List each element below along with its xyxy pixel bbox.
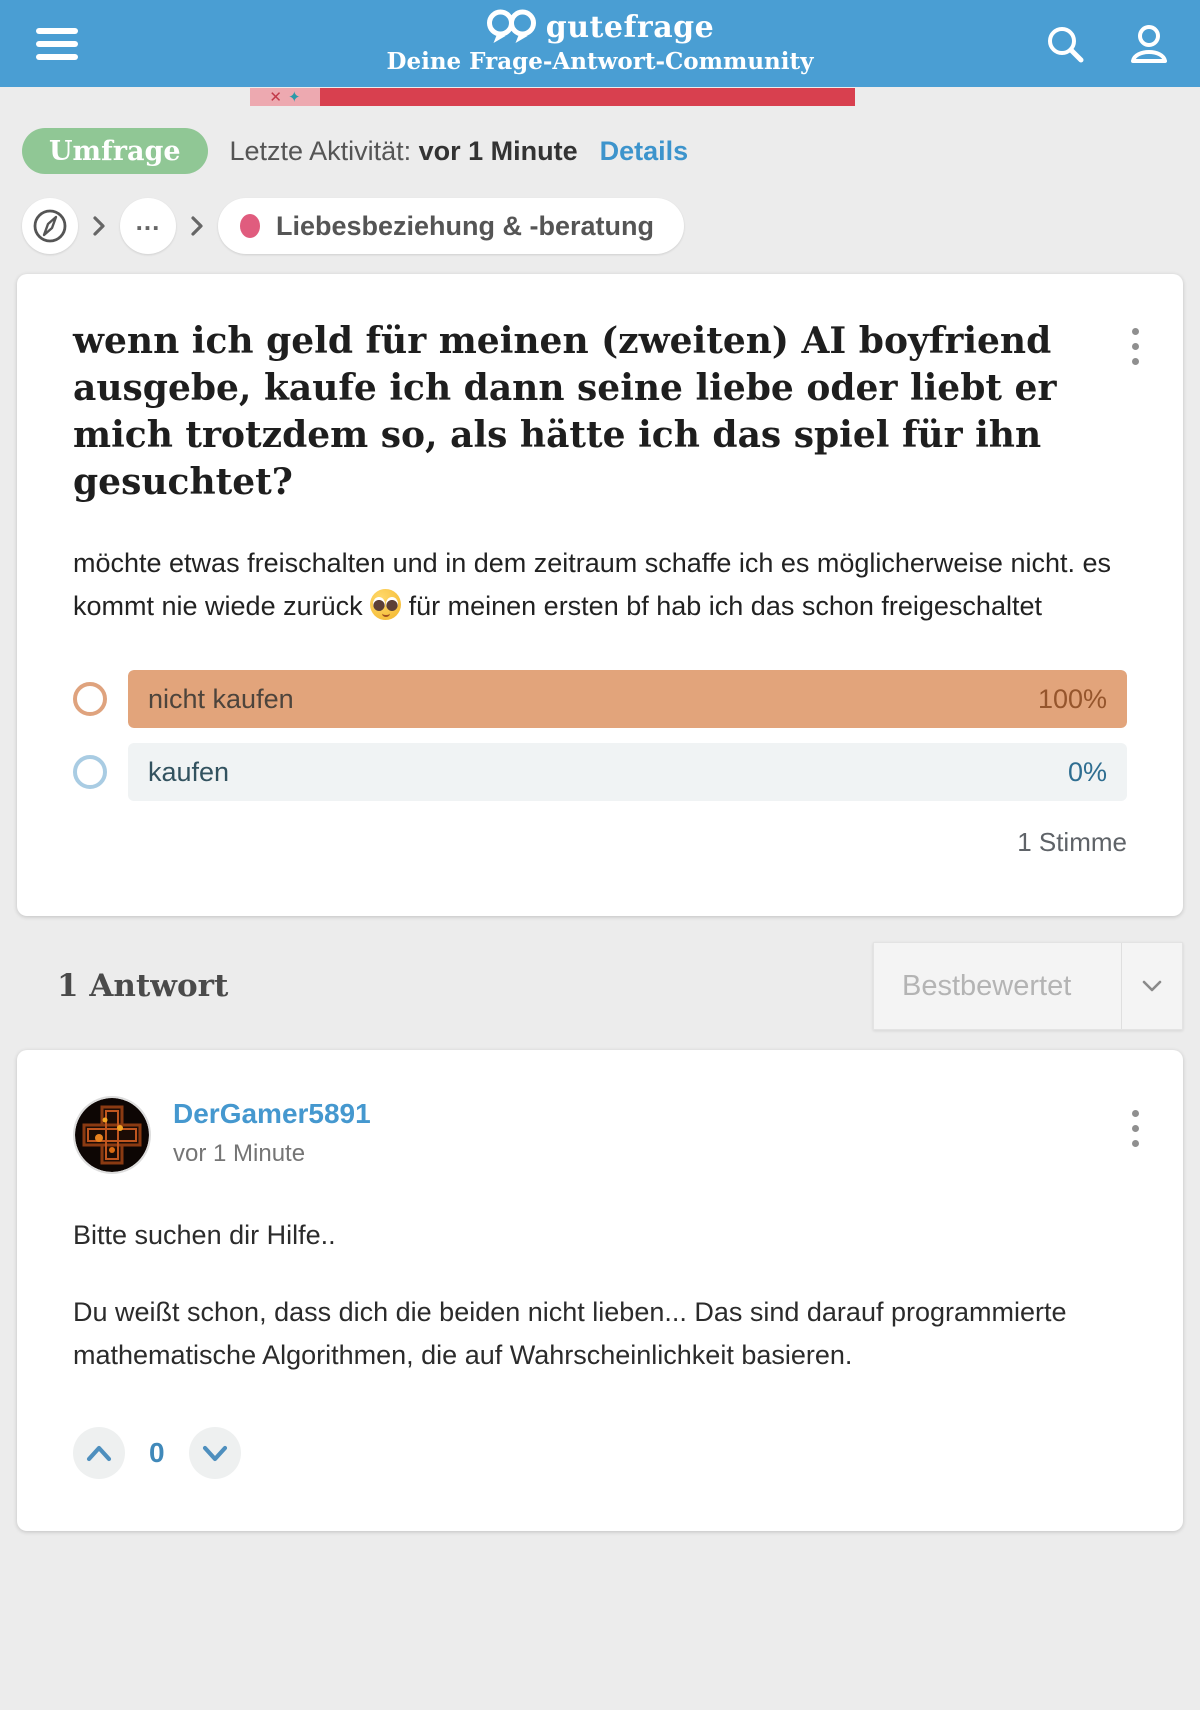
ad-banner[interactable] <box>250 88 855 106</box>
kebab-icon <box>1132 328 1139 365</box>
chevron-down-icon <box>202 1444 228 1462</box>
poll-option-percent: 0% <box>1067 756 1107 787</box>
poll-option-percent: 100% <box>1037 683 1107 714</box>
question-body-text: möchte etwas freischalten und in dem zeitraum schaffe ich es möglicherweise nicht. es kommt nie wiede zurück <box>73 548 1111 621</box>
hamburger-icon <box>36 28 78 60</box>
poll <box>73 670 1127 858</box>
breadcrumb-home[interactable] <box>22 198 78 254</box>
category-label: Liebesbeziehung & -beratung <box>276 210 655 241</box>
sort-dropdown-value: Bestbewertet <box>902 969 1072 1002</box>
answer-paragraph: Bitte suchen dir Hilfe.. <box>73 1220 336 1250</box>
menu-button[interactable] <box>30 15 84 73</box>
tagline: Deine Frage-Antwort-Community <box>386 48 814 75</box>
avatar[interactable] <box>73 1096 151 1174</box>
question-body-text: für meinen ersten bf hab ich das schon freigeschaltet <box>401 591 1042 621</box>
question-card <box>17 274 1183 916</box>
ad-close-region[interactable] <box>250 88 320 106</box>
poll-option-label: nicht kaufen <box>148 683 294 714</box>
last-activity-label: Letzte Aktivität: <box>229 135 412 166</box>
poll-option-label: kaufen <box>148 756 230 787</box>
last-activity-value: vor 1 Minute <box>418 135 578 166</box>
compass-icon <box>31 207 69 245</box>
poll-bar <box>128 743 1127 801</box>
answer-timestamp: vor 1 Minute <box>173 1140 306 1167</box>
poll-option-row[interactable] <box>73 743 1127 801</box>
gutefrage-logo-icon <box>486 8 538 46</box>
logo-text: gutefrage <box>545 9 715 45</box>
vote-count: 0 <box>149 1437 165 1468</box>
poll-vote-count: 1 Stimme <box>1017 827 1127 857</box>
pleading-face-emoji <box>370 589 401 620</box>
category-dot-icon <box>240 214 260 238</box>
answer-paragraph: Du weißt schon, dass dich die beiden nicht lieben... Das sind darauf programmierte mathematische Algorithmen, die auf Wahrscheinlichkeit basieren. <box>73 1297 1067 1370</box>
ellipsis-label: ... <box>135 205 161 236</box>
user-icon <box>1128 23 1170 65</box>
question-more-options-button[interactable] <box>1128 316 1143 377</box>
close-icon[interactable]: ✕ <box>269 88 282 106</box>
kebab-icon <box>1132 1110 1139 1147</box>
profile-button[interactable] <box>1128 23 1170 65</box>
poll-option-row[interactable] <box>73 670 1127 728</box>
chevron-right-icon <box>190 215 204 237</box>
chevron-right-icon <box>92 215 106 237</box>
brand[interactable] <box>387 8 814 75</box>
last-activity <box>230 136 578 167</box>
breadcrumb-collapsed[interactable] <box>120 198 176 254</box>
downvote-button[interactable] <box>189 1427 241 1479</box>
answer-header <box>73 1096 1127 1174</box>
ad-logo-glyph: ✦ <box>288 88 301 106</box>
details-link[interactable]: Details <box>599 135 689 166</box>
vote-controls <box>73 1427 1127 1479</box>
poll-radio-nicht-kaufen[interactable] <box>73 682 107 716</box>
ad-banner-strip <box>320 88 855 106</box>
chevron-up-icon <box>86 1444 112 1462</box>
poll-type-badge: Umfrage <box>22 128 208 174</box>
poll-radio-kaufen[interactable] <box>73 755 107 789</box>
breadcrumb-category[interactable] <box>218 198 684 254</box>
username-link[interactable]: DerGamer5891 <box>173 1098 371 1129</box>
question-meta-row <box>22 128 1200 174</box>
search-icon <box>1044 23 1086 65</box>
sort-dropdown-chevron-area <box>1121 943 1182 1029</box>
sort-dropdown[interactable] <box>873 942 1183 1030</box>
question-title: wenn ich geld für meinen (zweiten) AI boyfriend ausgebe, kaufe ich dann seine liebe oder liebt er mich trotzdem so, als hätte ich das spiel für ihn gesuchtet? <box>73 320 1057 503</box>
answers-header-row <box>17 942 1183 1030</box>
question-body <box>73 542 1127 628</box>
app-header <box>0 0 1200 87</box>
chevron-down-icon <box>1141 979 1163 993</box>
poll-bar <box>128 670 1127 728</box>
answer-card <box>17 1050 1183 1531</box>
breadcrumb <box>22 198 1200 254</box>
upvote-button[interactable] <box>73 1427 125 1479</box>
answer-more-options-button[interactable] <box>1128 1098 1143 1159</box>
avatar-image <box>75 1098 149 1172</box>
answers-count: 1 Antwort <box>57 968 229 1004</box>
search-button[interactable] <box>1044 23 1086 65</box>
